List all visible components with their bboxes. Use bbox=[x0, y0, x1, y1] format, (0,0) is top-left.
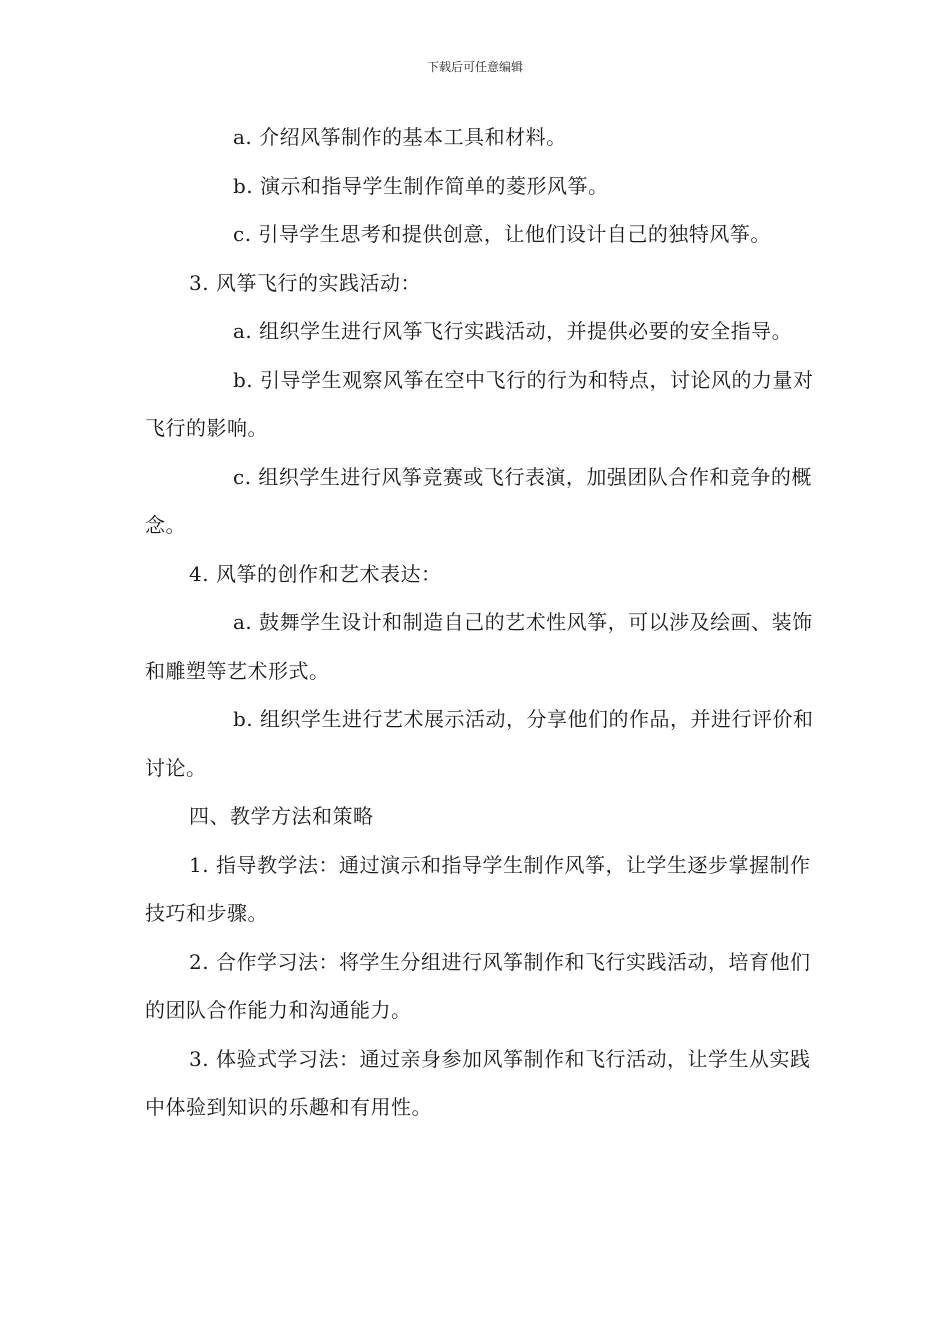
paragraph-method-guided: 1. 指导教学法：通过演示和指导学生制作风筝，让学生逐步掌握制作技巧和步骤。 bbox=[145, 852, 811, 925]
page-header: 下载后可任意编辑 bbox=[426, 60, 523, 74]
paragraph-item-a-tools: a. 介绍风筝制作的基本工具和材料。 bbox=[233, 125, 567, 149]
paragraph-method-experiential: 3. 体验式学习法：通过亲身参加风筝制作和飞行活动，让学生从实践中体验到知识的乐趣和有用性。 bbox=[145, 1046, 811, 1119]
paragraph-item-b-demo: b. 演示和指导学生制作简单的菱形风筝。 bbox=[233, 173, 609, 198]
section-heading-teaching-methods: 四、教学方法和策略 bbox=[189, 804, 374, 828]
paragraph-item-c-competition: c. 组织学生进行风筝竞赛或飞行表演，加强团队合作和竞争的概念。 bbox=[145, 464, 812, 537]
section-heading-art-expression: 4. 风筝的创作和艺术表达： bbox=[189, 561, 442, 586]
paragraph-item-a-art-design: a. 鼓舞学生设计和制造自己的艺术性风筝，可以涉及绘画、装饰和雕塑等艺术形式。 bbox=[145, 610, 813, 683]
paragraph-item-c-creativity: c. 引导学生思考和提供创意，让他们设计自己的独特风筝。 bbox=[233, 222, 771, 246]
document-body bbox=[145, 113, 815, 1132]
paragraph-item-b-observe: b. 引导学生观察风筝在空中飞行的行为和特点，讨论风的力量对飞行的影响。 bbox=[145, 367, 814, 440]
paragraph-item-a-flight-activity: a. 组织学生进行风筝飞行实践活动，并提供必要的安全指导。 bbox=[233, 319, 793, 343]
paragraph-item-b-exhibition: b. 组织学生进行艺术展示活动，分享他们的作品，并进行评价和讨论。 bbox=[145, 707, 814, 780]
paragraph-method-cooperative: 2. 合作学习法：将学生分组进行风筝制作和飞行实践活动，培育他们的团队合作能力和沟通能力。 bbox=[145, 949, 811, 1022]
section-heading-flight-practice: 3. 风筝飞行的实践活动： bbox=[189, 270, 421, 295]
